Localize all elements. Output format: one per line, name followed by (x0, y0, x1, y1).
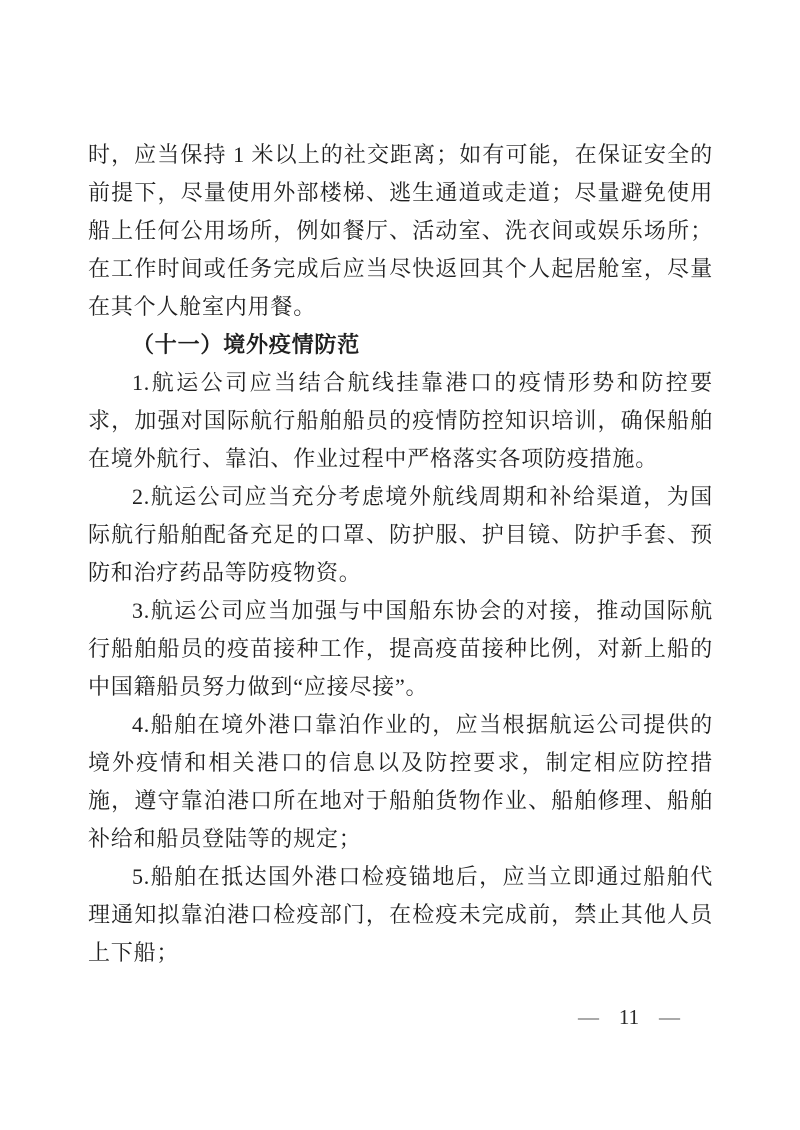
paragraph-item-3: 3.航运公司应当加强与中国船东协会的对接，推动国际航行船舶船员的疫苗接种工作，提高疫苗接种比例，对新上船的中国籍船员努力做到“应接尽接”。 (88, 598, 713, 699)
page-number (578, 1004, 680, 1030)
paragraph-item-4: 4.船舶在境外港口靠泊作业的，应当根据航运公司提供的境外疫情和相关港口的信息以及防控要求，制定相应防控措施，遵守靠泊港口所在地对于船舶货物作业、船舶修理、船舶补给和船员登陆等的规定； (88, 712, 713, 851)
paragraph-item-2: 2.航运公司应当充分考虑境外航线周期和补给渠道，为国际航行船舶配备充足的口罩、防护服、护目镜、防护手套、预防和治疗药品等防疫物资。 (88, 484, 713, 585)
paragraph-continuation: 时，应当保持 1 米以上的社交距离；如有可能，在保证安全的前提下，尽量使用外部楼梯、逃生通道或走道；尽量避免使用船上任何公用场所，例如餐厅、活动室、洗衣间或娱乐场所；在工作时间或任务完成后应当尽快返回其个人起居舱室，尽量在其个人舱室内用餐。 (88, 142, 713, 319)
page-number-value: 11 (618, 1005, 640, 1029)
page-number-dash-right: — (658, 1005, 680, 1029)
document-body (88, 136, 713, 972)
paragraph-item-5: 5.船舶在抵达国外港口检疫锚地后，应当立即通过船舶代理通知拟靠泊港口检疫部门，在检疫未完成前，禁止其他人员上下船； (88, 864, 713, 965)
page-number-dash-left: — (578, 1005, 599, 1029)
section-heading-11: （十一）境外疫情防范 (132, 332, 361, 357)
paragraph-item-1: 1.航运公司应当结合航线挂靠港口的疫情形势和防控要求，加强对国际航行船舶船员的疫情防控知识培训，确保船舶在境外航行、靠泊、作业过程中严格落实各项防疫措施。 (88, 370, 713, 471)
